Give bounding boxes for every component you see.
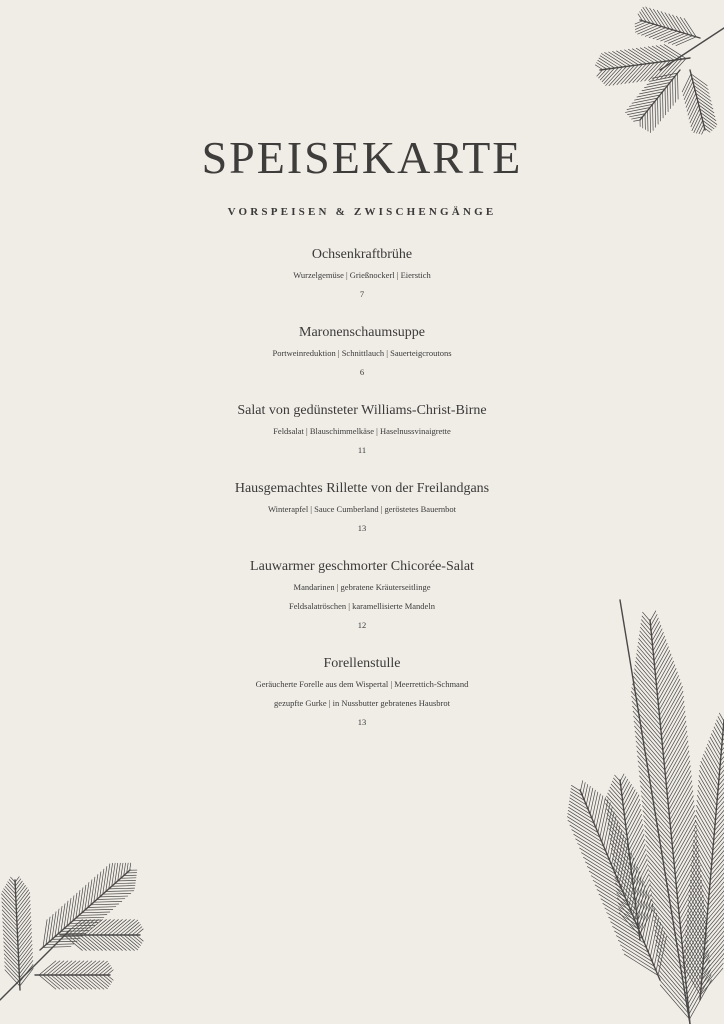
item-name: Forellenstulle xyxy=(323,656,401,671)
menu-item xyxy=(0,653,724,732)
pine-twig-icon xyxy=(682,70,717,134)
menu-item xyxy=(0,556,724,635)
item-description: gezupfte Gurke | in Nussbutter gebratenes Hausbrot xyxy=(274,698,450,708)
menu-item xyxy=(0,244,724,304)
pine-twig-icon xyxy=(40,863,137,950)
item-name: Lauwarmer geschmorter Chicorée-Salat xyxy=(250,559,474,574)
item-name: Maronenschaumsuppe xyxy=(299,325,425,340)
pine-twig-icon xyxy=(595,45,690,86)
item-description: Feldsalatröschen | karamellisierte Mandeln xyxy=(289,601,435,611)
menu-list xyxy=(0,244,724,750)
page-title: SPEISEKARTE xyxy=(201,132,523,183)
item-price: 7 xyxy=(359,289,365,299)
pine-twig-icon xyxy=(35,961,113,989)
item-description: Portweinreduktion | Schnittlauch | Sauerteigcroutons xyxy=(272,348,452,358)
section-heading: VORSPEISEN & ZWISCHENGÄNGE xyxy=(227,206,497,218)
menu-item xyxy=(0,322,724,382)
item-price: 13 xyxy=(357,523,367,533)
item-description: Geräucherte Forelle aus dem Wispertal | Meerrettich-Schmand xyxy=(255,679,469,689)
menu-item xyxy=(0,478,724,538)
item-price: 6 xyxy=(359,367,365,377)
pine-twig-icon xyxy=(625,70,680,133)
item-name: Salat von gedünsteter Williams-Christ-Birne xyxy=(237,403,487,418)
pine-twig-icon xyxy=(683,713,724,1000)
pine-twig-icon xyxy=(1,877,33,990)
item-description: Winterapfel | Sauce Cumberland | geröstetes Bauernbot xyxy=(267,504,457,514)
item-description: Feldsalat | Blauschimmelkäse | Haselnussvinaigrette xyxy=(273,426,451,436)
item-price: 11 xyxy=(357,445,367,455)
item-name: Hausgemachtes Rillette von der Freilandgans xyxy=(234,481,490,496)
item-description: Wurzelgemüse | Grießnockerl | Eierstich xyxy=(293,270,431,280)
item-price: 12 xyxy=(357,620,367,630)
item-description: Mandarinen | gebratene Kräuterseitlinge xyxy=(293,582,431,592)
menu-item xyxy=(0,400,724,460)
pine-twig-icon xyxy=(605,774,653,940)
pine-twig-icon xyxy=(567,781,666,980)
pine-twig-icon xyxy=(0,930,70,1000)
item-name: Ochsenkraftbrühe xyxy=(311,247,413,262)
pine-twig-icon xyxy=(60,920,143,951)
pine-twig-icon xyxy=(660,28,724,70)
item-price: 13 xyxy=(357,717,367,727)
pine-twig-icon xyxy=(635,7,700,46)
